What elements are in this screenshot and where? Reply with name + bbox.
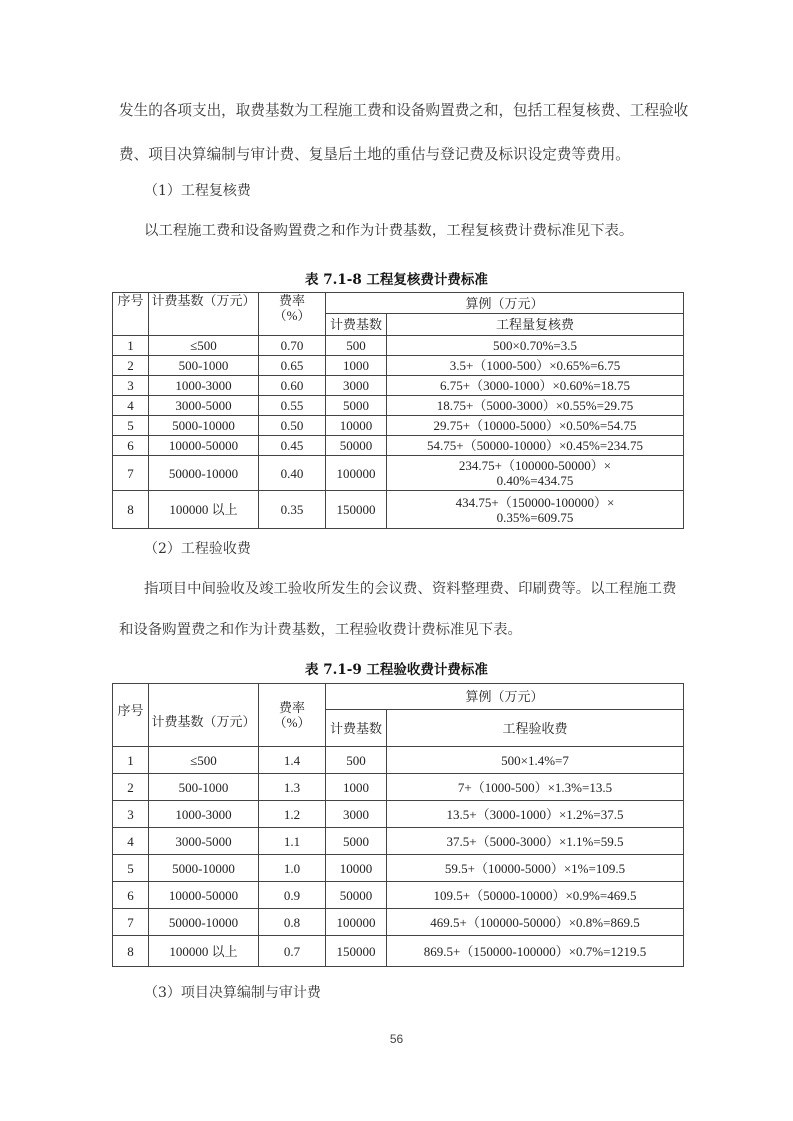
cell-seq: 6 xyxy=(113,436,149,456)
cell-example-fee xyxy=(387,491,684,529)
header-rate-line1: 费率 xyxy=(278,293,305,308)
cell-base: 50000-10000 xyxy=(149,456,259,491)
cell-base: 3000-5000 xyxy=(149,396,259,416)
cell-rate: 1.1 xyxy=(259,828,326,855)
cell-rate: 0.65 xyxy=(259,356,326,376)
example-fee-line: 469.5+（100000-50000）×0.8%=869.5 xyxy=(430,914,640,930)
cell-rate: 1.3 xyxy=(259,774,326,801)
cell-rate: 0.9 xyxy=(259,882,326,909)
example-fee-line: 6.75+（3000-1000）×0.60%=18.75 xyxy=(440,378,630,393)
cell-base: 100000 以上 xyxy=(149,491,259,529)
example-fee-line: 234.75+（100000-50000）× xyxy=(458,458,612,473)
cell-base: 10000-50000 xyxy=(149,436,259,456)
cell-example-base: 150000 xyxy=(326,936,387,967)
header-rate-line2: （%） xyxy=(273,308,311,323)
example-fee-line: 37.5+（5000-3000）×1.1%=59.5 xyxy=(446,833,624,849)
table-row xyxy=(113,801,684,828)
table-row xyxy=(113,774,684,801)
paragraph-line: 指项目中间验收及竣工验收所发生的会议费、资料整理费、印刷费等。以工程施工费 xyxy=(144,581,677,597)
table-caption: 表 7.1-8 工程复核费计费标准 xyxy=(305,272,488,288)
example-fee-line: 59.5+（10000-5000）×1%=109.5 xyxy=(444,860,626,876)
cell-seq: 4 xyxy=(113,828,149,855)
cell-example-fee xyxy=(387,855,684,882)
cell-base: 1000-3000 xyxy=(149,376,259,396)
header-rate-line1: 费率 xyxy=(278,700,305,715)
table-row xyxy=(113,416,684,436)
header-base: 计费基数（万元） xyxy=(149,293,259,336)
cell-base: 1000-3000 xyxy=(149,801,259,828)
header-example: 算例（万元） xyxy=(326,293,684,314)
cell-rate: 1.0 xyxy=(259,855,326,882)
cell-example-fee xyxy=(387,336,684,356)
table-row xyxy=(113,436,684,456)
header-seq: 序号 xyxy=(113,684,149,747)
cell-base: 100000 以上 xyxy=(149,936,259,967)
example-fee-line: 0.40%=434.75 xyxy=(496,473,574,488)
header-example: 算例（万元） xyxy=(326,684,684,710)
cell-example-base: 150000 xyxy=(326,491,387,529)
header-example-base: 计费基数 xyxy=(326,710,387,747)
table-row xyxy=(113,747,684,774)
cell-base: 500-1000 xyxy=(149,774,259,801)
header-rate xyxy=(259,684,326,747)
cell-example-fee xyxy=(387,356,684,376)
cell-seq: 7 xyxy=(113,909,149,936)
example-fee-line: 869.5+（150000-100000）×0.7%=1219.5 xyxy=(423,943,647,959)
cell-seq: 6 xyxy=(113,882,149,909)
cell-base: 3000-5000 xyxy=(149,828,259,855)
cell-example-base: 5000 xyxy=(326,828,387,855)
example-fee-line: 500×1.4%=7 xyxy=(501,752,569,768)
cell-seq: 5 xyxy=(113,855,149,882)
table-row xyxy=(113,376,684,396)
review-fee-table xyxy=(112,292,684,529)
cell-example-base: 50000 xyxy=(326,436,387,456)
cell-example-fee xyxy=(387,774,684,801)
cell-seq: 3 xyxy=(113,376,149,396)
cell-example-fee xyxy=(387,909,684,936)
cell-seq: 4 xyxy=(113,396,149,416)
example-fee-line: 109.5+（50000-10000）×0.9%=469.5 xyxy=(433,887,637,903)
cell-example-base: 1000 xyxy=(326,774,387,801)
section-heading: （1）工程复核费 xyxy=(144,183,251,199)
cell-example-base: 5000 xyxy=(326,396,387,416)
table-row xyxy=(113,936,684,967)
cell-rate: 0.55 xyxy=(259,396,326,416)
cell-example-base: 500 xyxy=(326,747,387,774)
cell-seq: 1 xyxy=(113,747,149,774)
cell-seq: 7 xyxy=(113,456,149,491)
table-row xyxy=(113,828,684,855)
table-row xyxy=(113,909,684,936)
table-row xyxy=(113,855,684,882)
paragraph-line: 费、项目决算编制与审计费、复垦后土地的重估与登记费及标识设定费等费用。 xyxy=(119,146,630,163)
table-row xyxy=(113,336,684,356)
header-example-fee: 工程量复核费 xyxy=(387,314,684,336)
cell-base: 50000-10000 xyxy=(149,909,259,936)
cell-base: ≤500 xyxy=(149,336,259,356)
cell-rate: 1.4 xyxy=(259,747,326,774)
section-heading: （2）工程验收费 xyxy=(144,541,251,557)
example-fee-line: 13.5+（3000-1000）×1.2%=37.5 xyxy=(446,806,624,822)
cell-rate: 0.8 xyxy=(259,909,326,936)
example-fee-line: 7+（1000-500）×1.3%=13.5 xyxy=(457,779,613,795)
cell-example-base: 10000 xyxy=(326,855,387,882)
example-fee-line: 3.5+（1000-500）×0.65%=6.75 xyxy=(449,358,621,373)
cell-example-fee xyxy=(387,747,684,774)
table-caption: 表 7.1-9 工程验收费计费标准 xyxy=(305,662,488,678)
cell-example-base: 100000 xyxy=(326,909,387,936)
header-example-base: 计费基数 xyxy=(326,314,387,336)
paragraph-line: 发生的各项支出，取费基数为工程施工费和设备购置费之和，包括工程复核费、工程验收 xyxy=(119,102,689,119)
table-row xyxy=(113,396,684,416)
cell-rate: 0.60 xyxy=(259,376,326,396)
cell-seq: 3 xyxy=(113,801,149,828)
cell-rate: 0.35 xyxy=(259,491,326,529)
cell-rate: 0.40 xyxy=(259,456,326,491)
cell-rate: 0.45 xyxy=(259,436,326,456)
cell-base: 10000-50000 xyxy=(149,882,259,909)
cell-base: 5000-10000 xyxy=(149,855,259,882)
cell-example-fee xyxy=(387,376,684,396)
cell-base: 5000-10000 xyxy=(149,416,259,436)
table-row xyxy=(113,456,684,491)
cell-seq: 8 xyxy=(113,491,149,529)
cell-example-fee xyxy=(387,828,684,855)
cell-example-base: 500 xyxy=(326,336,387,356)
cell-example-base: 3000 xyxy=(326,376,387,396)
cell-example-fee xyxy=(387,801,684,828)
cell-seq: 2 xyxy=(113,356,149,376)
example-fee-line: 434.75+（150000-100000）× xyxy=(455,494,615,510)
example-fee-line: 500×0.70%=3.5 xyxy=(493,338,577,353)
header-base: 计费基数（万元） xyxy=(149,684,259,747)
cell-seq: 5 xyxy=(113,416,149,436)
cell-example-base: 1000 xyxy=(326,356,387,376)
header-seq: 序号 xyxy=(113,293,149,336)
cell-seq: 1 xyxy=(113,336,149,356)
cell-example-fee xyxy=(387,416,684,436)
acceptance-fee-table xyxy=(112,683,684,967)
cell-example-fee xyxy=(387,436,684,456)
cell-example-fee xyxy=(387,456,684,491)
header-rate-line2: （%） xyxy=(273,715,311,730)
cell-example-base: 50000 xyxy=(326,882,387,909)
cell-seq: 2 xyxy=(113,774,149,801)
cell-seq: 8 xyxy=(113,936,149,967)
cell-example-base: 10000 xyxy=(326,416,387,436)
header-rate xyxy=(259,293,326,336)
section-heading: （3）项目决算编制与审计费 xyxy=(144,985,321,1001)
example-fee-line: 0.35%=609.75 xyxy=(496,509,574,525)
paragraph-line: 以工程施工费和设备购置费之和作为计费基数，工程复核费计费标准见下表。 xyxy=(144,223,634,239)
cell-rate: 1.2 xyxy=(259,801,326,828)
cell-rate: 0.70 xyxy=(259,336,326,356)
paragraph-line: 和设备购置费之和作为计费基数，工程验收费计费标准见下表。 xyxy=(119,622,522,638)
page-number: 56 xyxy=(389,1032,404,1046)
cell-base: 500-1000 xyxy=(149,356,259,376)
table-row xyxy=(113,356,684,376)
cell-example-fee xyxy=(387,936,684,967)
cell-example-base: 3000 xyxy=(326,801,387,828)
cell-example-base: 100000 xyxy=(326,456,387,491)
example-fee-line: 18.75+（5000-3000）×0.55%=29.75 xyxy=(436,398,634,413)
cell-rate: 0.50 xyxy=(259,416,326,436)
cell-example-fee xyxy=(387,396,684,416)
example-fee-line: 29.75+（10000-5000）×0.50%=54.75 xyxy=(433,418,637,433)
cell-rate: 0.7 xyxy=(259,936,326,967)
example-fee-line: 54.75+（50000-10000）×0.45%=234.75 xyxy=(427,438,643,453)
table-row xyxy=(113,491,684,529)
cell-example-fee xyxy=(387,882,684,909)
table-row xyxy=(113,882,684,909)
cell-base: ≤500 xyxy=(149,747,259,774)
header-example-fee: 工程验收费 xyxy=(387,710,684,747)
